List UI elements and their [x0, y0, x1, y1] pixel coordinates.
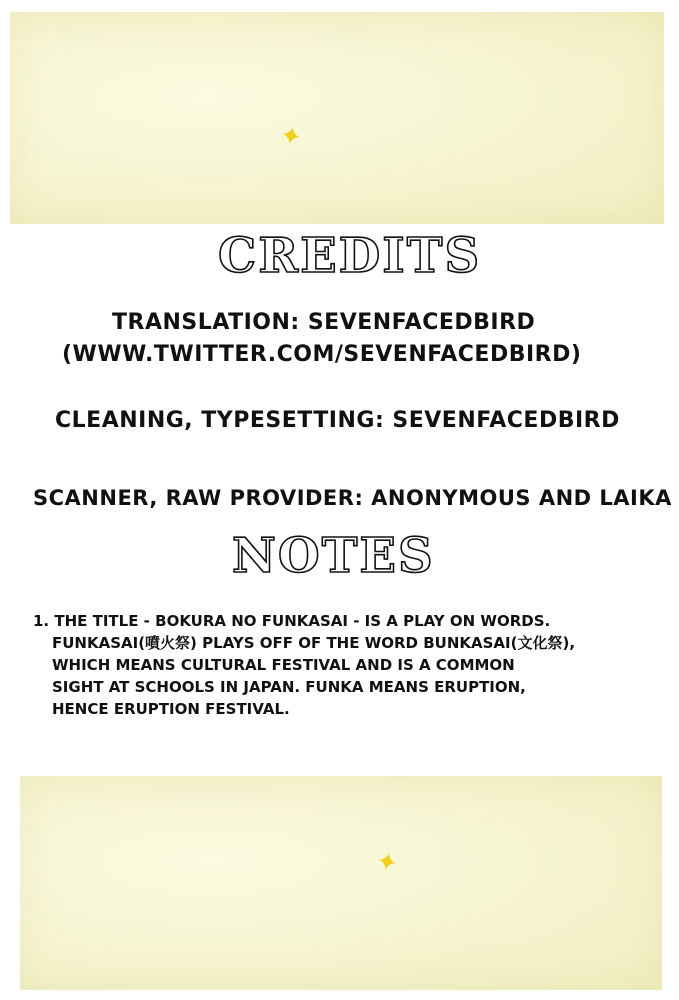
notes-heading: NOTES [232, 528, 435, 584]
scanner-credit: SCANNER, RAW PROVIDER: ANONYMOUS AND LAIKA [33, 486, 672, 510]
note-line: FUNKASAI(噴火祭) PLAYS OFF OF THE WORD BUNKASAI(文化祭), [52, 634, 576, 652]
top-decorative-banner [10, 12, 664, 224]
note-line: HENCE ERUPTION FESTIVAL. [52, 700, 290, 718]
translation-link: (WWW.TWITTER.COM/SEVENFACEDBIRD) [62, 342, 582, 367]
star-icon: ✦ [277, 120, 305, 154]
note-line: SIGHT AT SCHOOLS IN JAPAN. FUNKA MEANS ERUPTION, [52, 678, 526, 696]
translation-credit: TRANSLATION: SEVENFACEDBIRD [112, 310, 536, 335]
notes-text [33, 610, 633, 720]
credits-heading: CREDITS [218, 228, 482, 284]
bottom-decorative-banner [20, 776, 662, 990]
cleaning-credit: CLEANING, TYPESETTING: SEVENFACEDBIRD [55, 408, 620, 433]
note-line: 1. THE TITLE - BOKURA NO FUNKASAI - IS A PLAY ON WORDS. [33, 612, 551, 630]
note-line: WHICH MEANS CULTURAL FESTIVAL AND IS A COMMON [52, 656, 515, 674]
star-icon: ✦ [373, 846, 401, 880]
